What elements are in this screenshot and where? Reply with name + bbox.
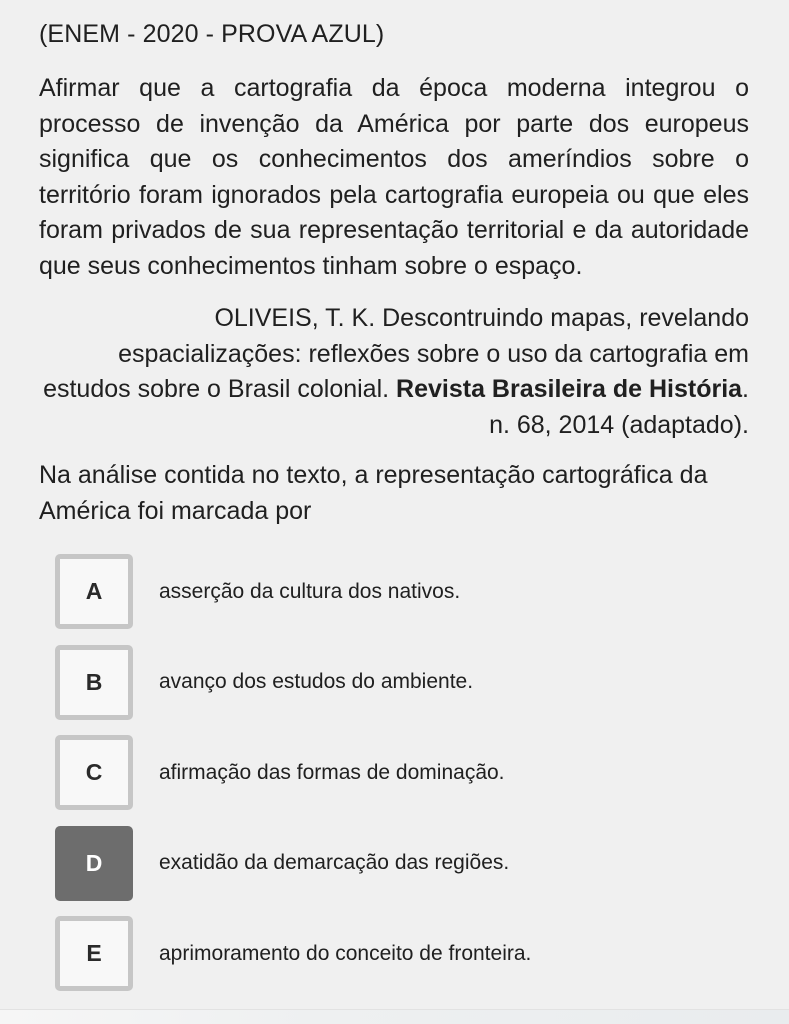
- option-e-letter-box[interactable]: E: [55, 916, 133, 991]
- passage-text: Afirmar que a cartografia da época moderna integrou o processo de invenção da América por parte dos europeus significa que os conhecimentos dos ameríndios sobre o território foram ignorados pela cartografia europeia ou que eles foram privados de sua representação territorial e da autoridade que seus conhecimentos tinham sobre o espaço.: [39, 74, 749, 280]
- option-c-letter-box[interactable]: C: [55, 735, 133, 810]
- citation-journal: Revista Brasileira de História: [396, 375, 743, 404]
- option-a-letter-box[interactable]: A: [55, 554, 133, 629]
- option-a[interactable]: [55, 554, 755, 629]
- option-d-letter-box[interactable]: D: [55, 826, 133, 901]
- question-stem: Na análise contida no texto, a representação cartográfica da América foi marcada por: [39, 461, 708, 525]
- option-d-text: exatidão da demarcação das regiões.: [159, 851, 510, 874]
- option-c-text: afirmação das formas de dominação.: [159, 760, 505, 784]
- answer-options: [55, 554, 755, 1007]
- exam-source-title: (ENEM - 2020 - PROVA AZUL): [39, 20, 385, 48]
- citation-details: . n. 68, 2014 (adaptado).: [489, 375, 749, 439]
- option-e[interactable]: [55, 916, 755, 991]
- bottom-divider: [0, 1009, 789, 1024]
- option-d[interactable]: [55, 826, 755, 901]
- option-c[interactable]: [55, 735, 755, 810]
- option-b[interactable]: [55, 645, 755, 720]
- citation-reference: OLIVEIS, T. K. Descontruindo mapas, revelando espacializações: reflexões sobre o uso da cartografia em estudos sobre o Brasil colonial.: [43, 304, 749, 404]
- option-b-text: avanço dos estudos do ambiente.: [159, 670, 474, 693]
- option-b-letter-box[interactable]: B: [55, 645, 133, 720]
- citation: [39, 301, 749, 443]
- option-e-text: aprimoramento do conceito de fronteira.: [159, 941, 532, 965]
- option-a-text: asserção da cultura dos nativos.: [159, 579, 461, 603]
